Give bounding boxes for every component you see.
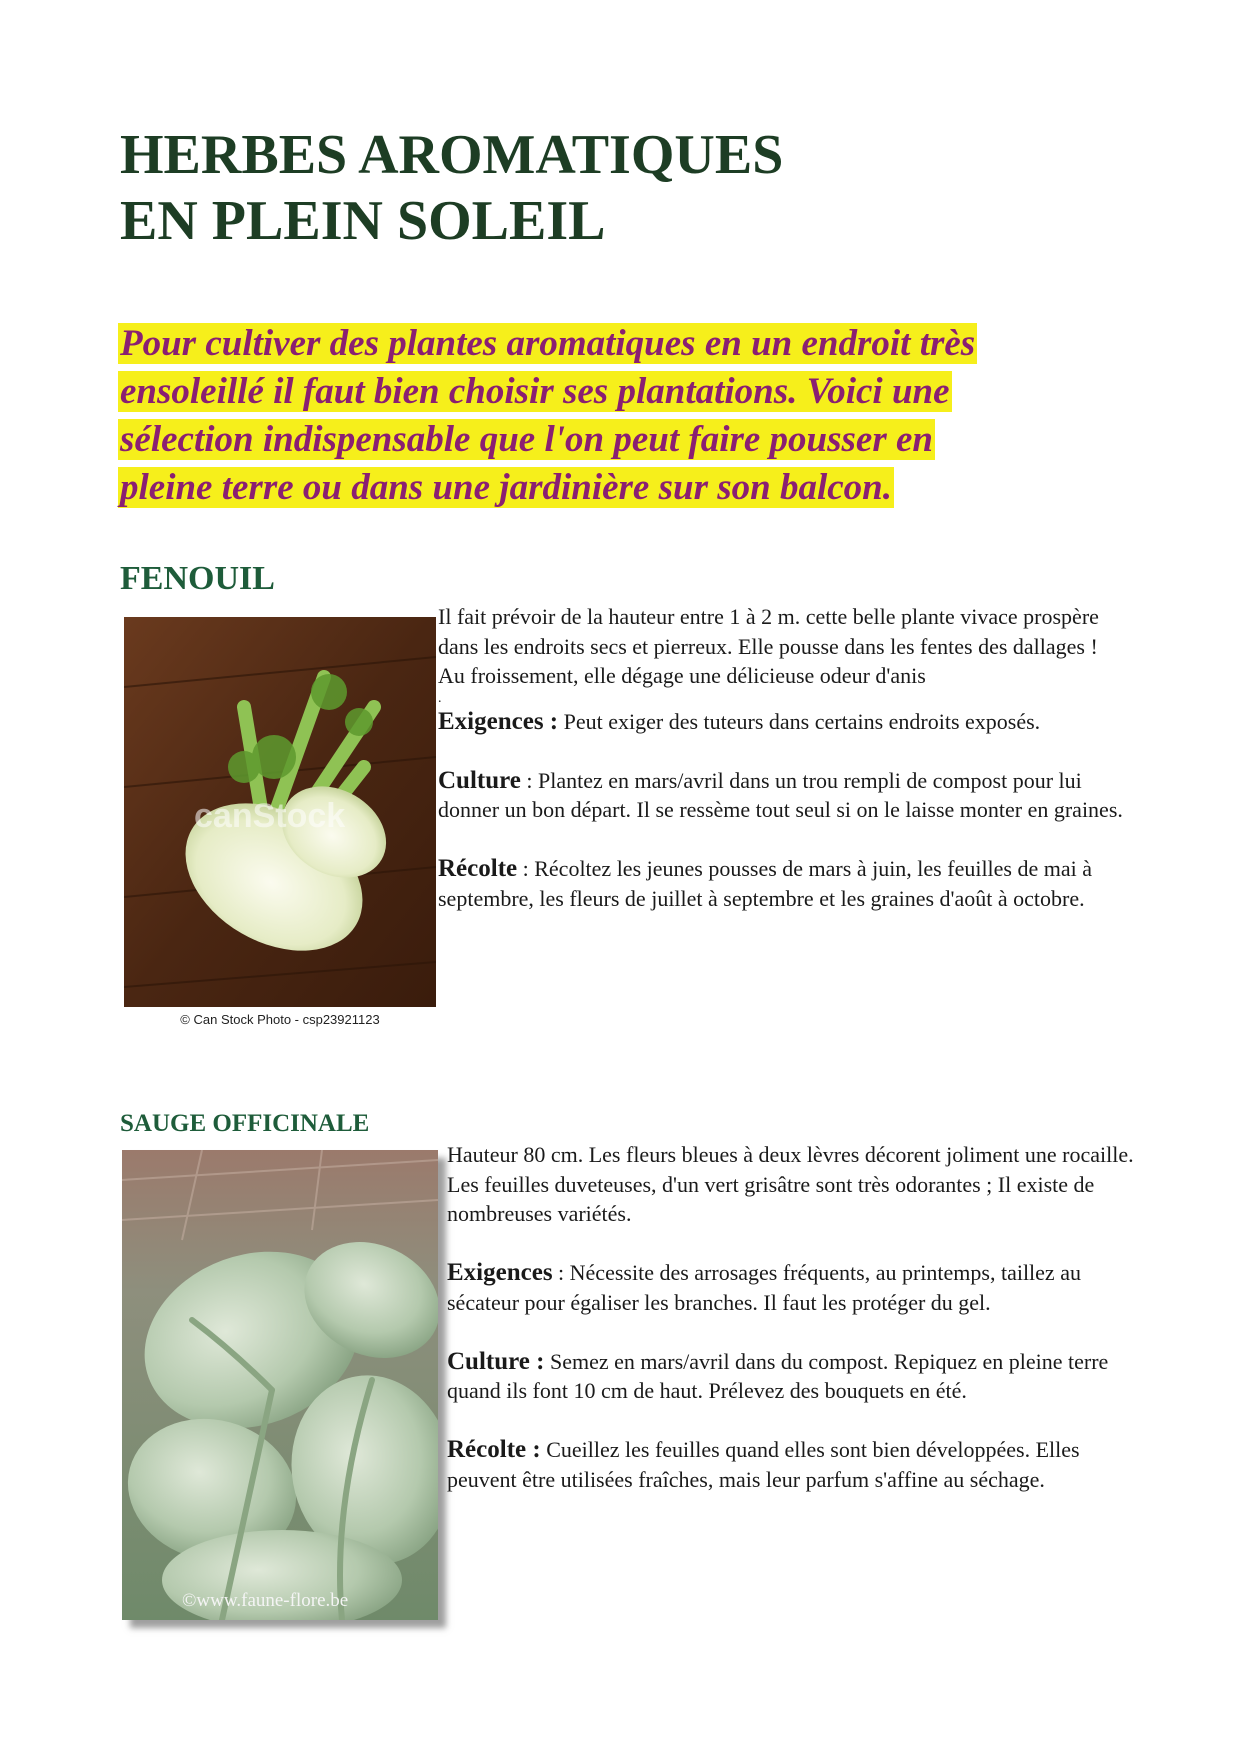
fenouil-exigences-text: Peut exiger des tuteurs dans certains endroits exposés. [558,708,1041,734]
sauge-recolte [447,1435,1137,1494]
fenouil-photo [124,617,436,1007]
sauge-culture [447,1347,1137,1406]
fenouil-recolte [438,854,1128,913]
sauge-description-block [447,1140,1137,1494]
fenouil-description: Il fait prévoir de la hauteur entre 1 à 2 m. cette belle plante vivace prospère dans les endroits secs et pierreux. Elle pousse dans les fentes des dallages ! Au froissement, elle dégage une délicieuse odeur d'anis [438,604,1099,688]
sauge-heading: SAUGE OFFICINALE [120,1110,370,1137]
page-title-line-2: EN PLEIN SOLEIL [120,190,606,252]
sauge-recolte-text: Cueillez les feuilles quand elles sont bien développées. Elles peuvent être utilisées fraîches, mais leur parfum s'affine au séchage. [447,1437,1080,1492]
sauge-recolte-label: Récolte : [447,1436,541,1463]
fenouil-recolte-label: Récolte [438,855,518,882]
fenouil-recolte-text: : Récoltez les jeunes pousses de mars à juin, les feuilles de mai à septembre, les fleurs de juillet à septembre et les graines d'août à octobre. [438,856,1093,911]
intro-line: ensoleillé il faut bien choisir ses plantations. Voici une [120,371,950,412]
sauge-description: Hauteur 80 cm. Les fleurs bleues à deux lèvres décorent joliment une rocaille. Les feuilles duveteuses, d'un vert grisâtre sont très odorantes ; Il existe de nombreuses variétés. [447,1142,1134,1226]
fenouil-photo-caption: © Can Stock Photo - csp23921123 [180,1012,380,1027]
fenouil-culture-text: : Plantez en mars/avril dans un trou rempli de compost pour lui donner un bon départ. Il se ressème tout seul si on le laisse monter en graines. [438,767,1123,822]
fenouil-exigences [438,707,1128,737]
intro-paragraph [118,320,1118,512]
fenouil-culture [438,766,1128,825]
sauge-culture-text: Semez en mars/avril dans du compost. Repiquez en pleine terre quand ils font 10 cm de haut. Prélevez des bouquets en été. [447,1348,1109,1403]
sauge-exigences-label: Exigences [447,1259,553,1286]
sauge-photo-credit: ©www.faune-flore.be [182,1590,349,1611]
fenouil-description-block [438,602,1128,913]
fenouil-heading: FENOUIL [120,560,275,597]
fenouil-photo-watermark: canStock [194,797,346,835]
intro-line: Pour cultiver des plantes aromatiques en un endroit très [120,323,976,364]
intro-line: pleine terre ou dans une jardinière sur son balcon. [120,467,892,508]
sauge-exigences [447,1258,1137,1317]
sauge-exigences-text: : Nécessite des arrosages fréquents, au printemps, taillez au sécateur pour égaliser les branches. Il faut les protéger du gel. [447,1260,1081,1315]
fenouil-exigences-label: Exigences : [438,707,559,735]
fenouil-culture-label: Culture [438,766,521,794]
intro-line: sélection indispensable que l'on peut faire pousser en [120,419,934,460]
fenouil-stray-dot: . [438,690,442,706]
sauge-culture-label: Culture : [447,1347,545,1375]
page-title-line-1: HERBES AROMATIQUES [120,124,784,186]
page-title [120,122,1120,254]
sauge-photo [122,1150,438,1620]
